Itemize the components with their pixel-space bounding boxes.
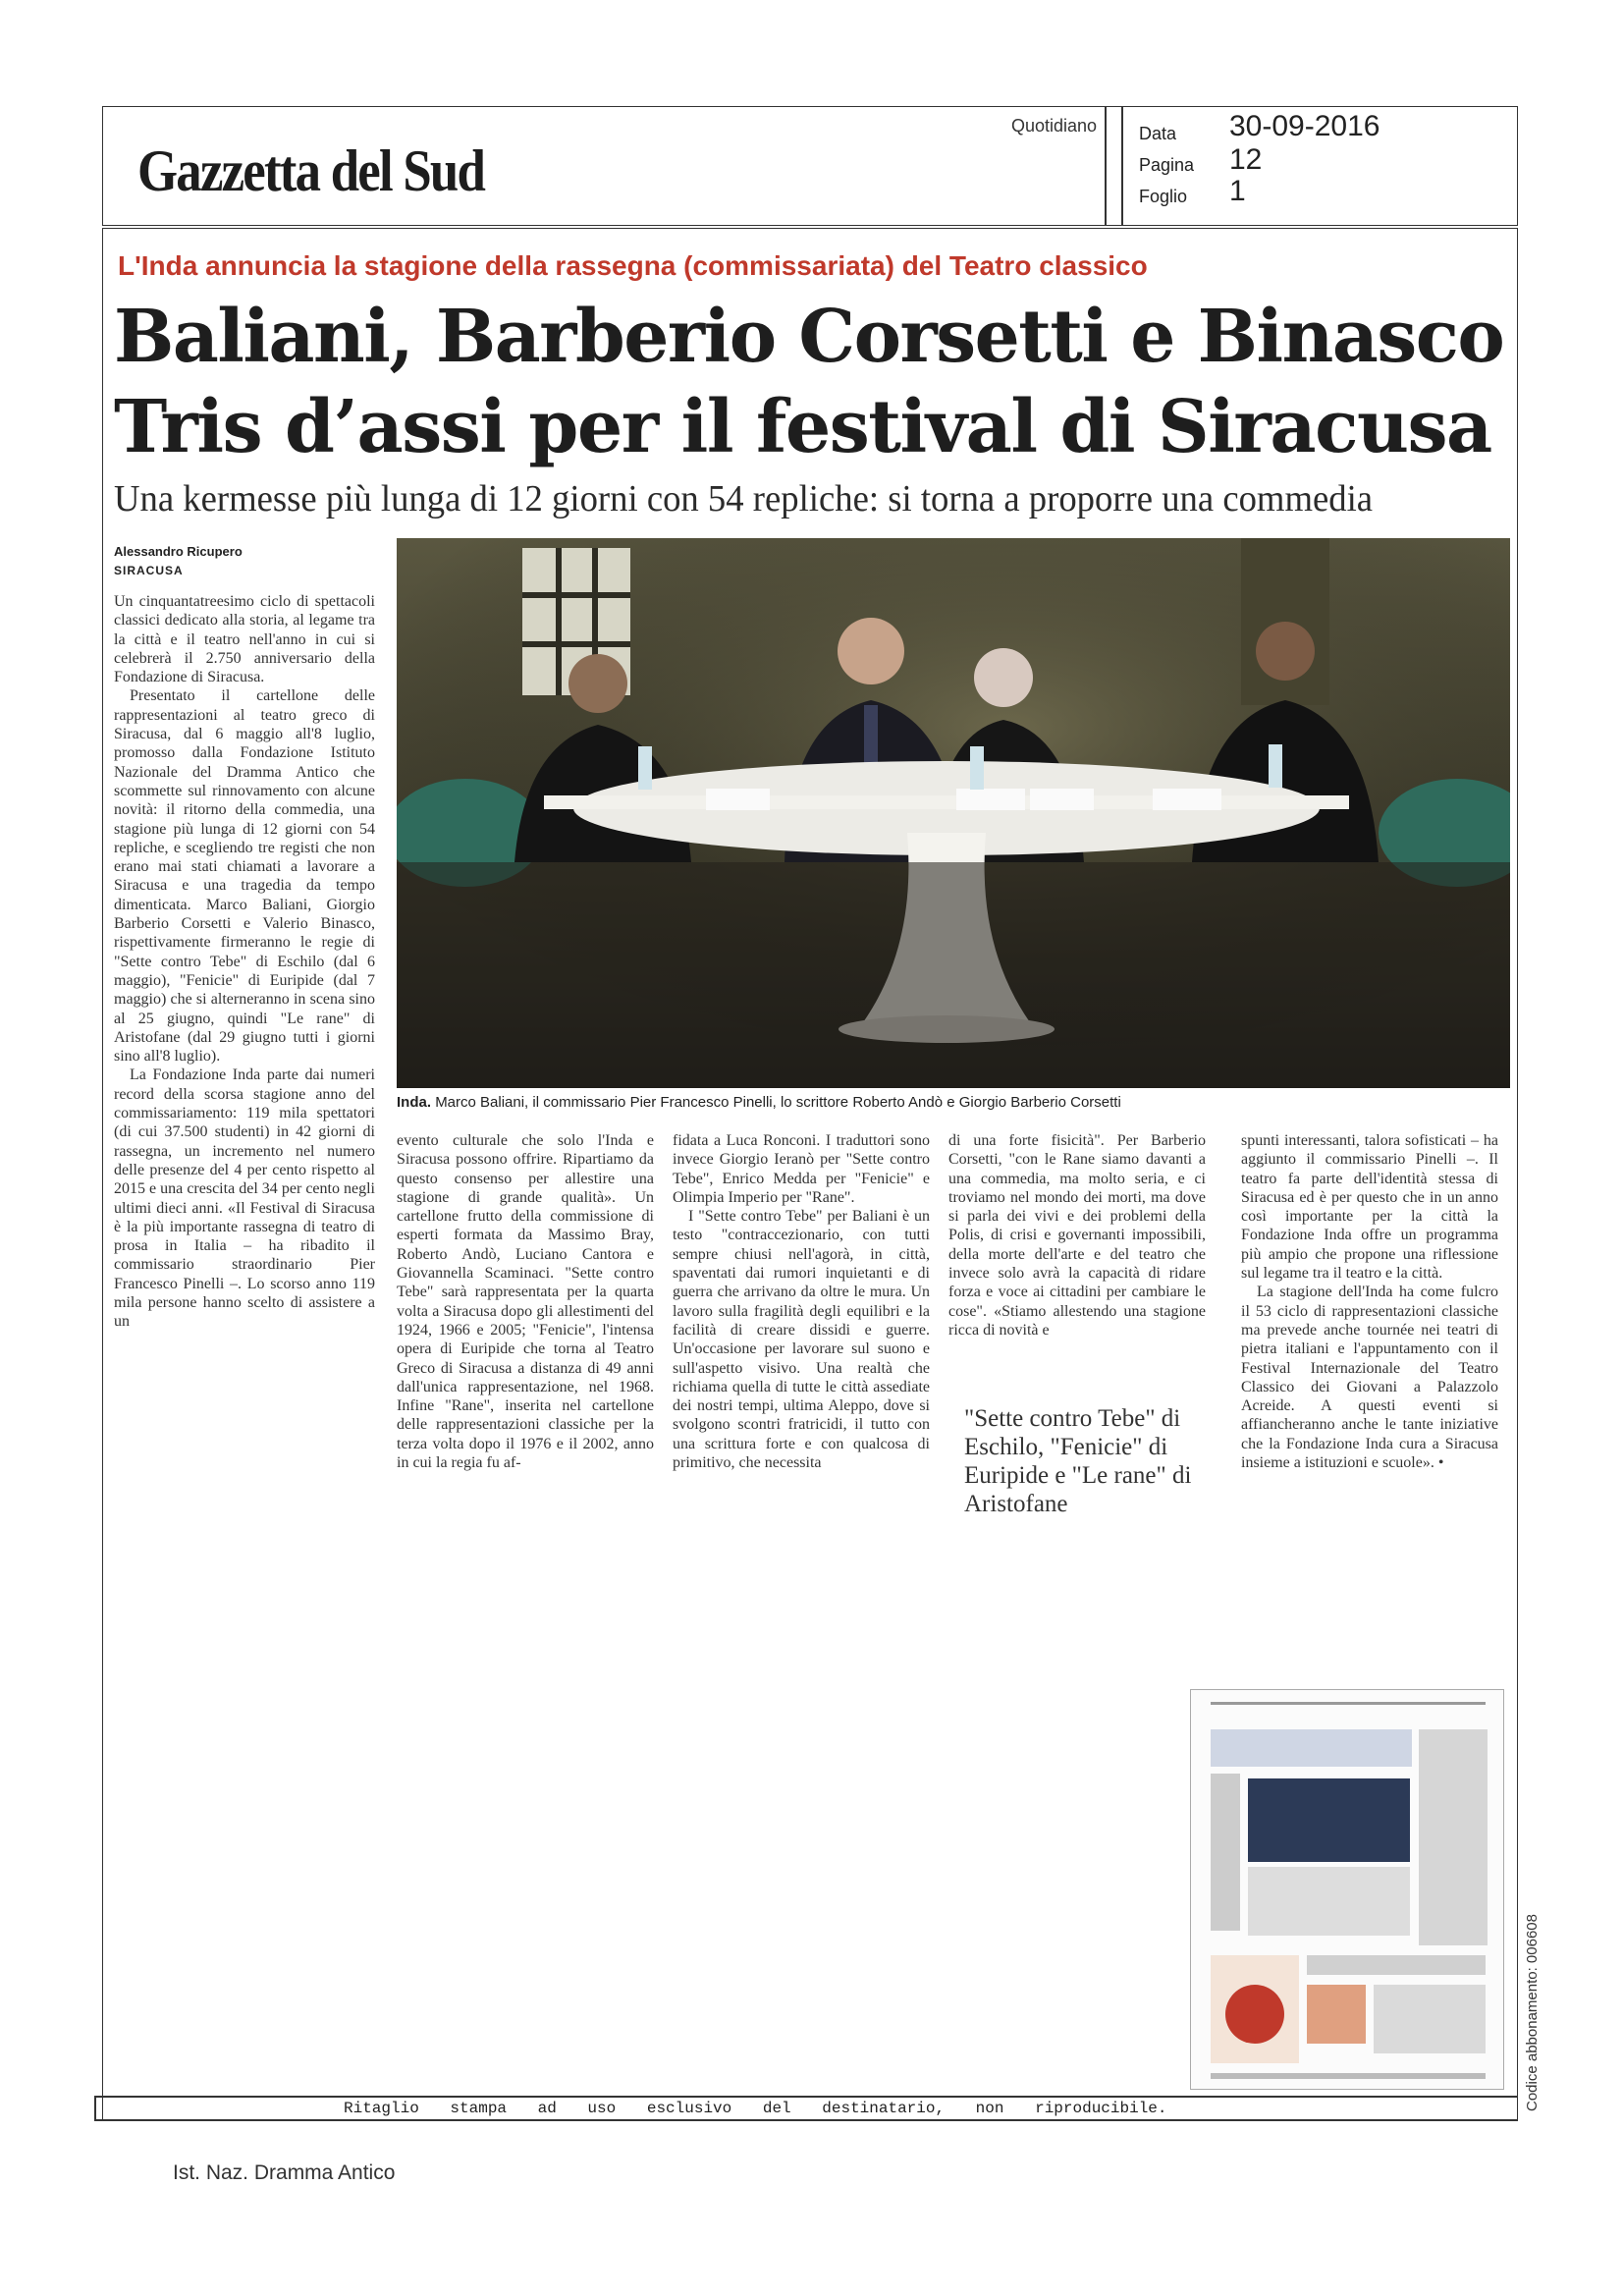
pagina-label: Pagina <box>1139 155 1195 175</box>
photo-caption <box>397 1094 1510 1111</box>
article-column-4 <box>948 1131 1206 1339</box>
press-conference-photo <box>397 538 1510 1088</box>
newspaper-title: Gazzetta del Sud <box>137 138 485 203</box>
codice-abbonamento: Codice abbonamento: 006608 <box>1524 1914 1541 2111</box>
source-label: Ist. Naz. Dramma Antico <box>173 2161 396 2184</box>
headline-line-2: Tris d’assi per il festival di Siracusa <box>114 385 1491 469</box>
foglio-value: 1 <box>1229 175 1246 207</box>
data-value: 30-09-2016 <box>1229 110 1380 142</box>
article-kicker: L'Inda annuncia la stagione della rassegna (commissariata) del Teatro classico <box>118 250 1148 281</box>
paragraph: Un cinquantatreesimo ciclo di spettacoli classici dedicato alla storia, al legame tra la città e il teatro nell'anno in cui si celebrerà il 2.750 anniversario della Fondazione di Siracusa. <box>114 593 375 686</box>
paragraph: I "Sette contro Tebe" per Baliani è un testo "contraccezionario, con tutti sempre chiusi nell'agorà, in città, spaventati dai rumori inquietanti e di guerra che arrivano da oltre le mura. Un lavoro sulla fragilità degli equilibri e la facilità di creare dissidi e guerre. Un'occasione per lavorare sul suono e sull'aspetto visivo. Una realtà che richiama quella di tutte le città assediate dei nostri tempi, ultima Aleppo, dove si svolgono scontri fratricidi, il tutto con una scrittura forte e con qualcosa di primitivo, che necessita <box>673 1208 930 1472</box>
article-column-3 <box>673 1131 930 1472</box>
paragraph: fidata a Luca Ronconi. I traduttori sono invece Giorgio Ieranò per "Sette contro Tebe", Enrico Medda per "Fenicie" e Olimpia Imperio per "Rane". <box>673 1132 930 1206</box>
pagina-value: 12 <box>1229 143 1263 176</box>
foglio-label: Foglio <box>1139 187 1188 206</box>
paragraph: spunti interessanti, talora sofisticati – ha aggiunto il commissario Pinelli –. Il teatro fa parte dell'identità stessa di Siracusa ed è per questo che in un anno così importante per la città la Fondazione Inda offre un programma più ampio che propone una riflessione sul legame tra il teatro e la città. <box>1241 1132 1498 1283</box>
caption-text: Marco Baliani, il commissario Pier Francesco Pinelli, lo scrittore Roberto Andò e Giorgio Barberio Corsetti <box>435 1094 1121 1111</box>
caption-lead: Inda. <box>397 1094 432 1111</box>
header-divider <box>1105 106 1107 226</box>
paragraph: La stagione dell'Inda ha come fulcro il 53 ciclo di rappresentazioni classiche ma prevede anche tournée nei teatri di pietra italiani e l'appuntamento con il Festival Internazionale del Teatro Classico dei Giovani a Palazzolo Acreide. A questi eventi si affiancheranno anche le tante iniziative che la Fondazione Inda cura a Siracusa insieme a istituzioni e scuole». • <box>1241 1284 1498 1472</box>
frame-rule <box>94 2096 96 2120</box>
author-byline: Alessandro Ricupero <box>114 544 243 559</box>
clipping-notice: Ritaglio stampa ad uso esclusivo del destinatario, non riproducibile. <box>344 2100 1167 2117</box>
data-label: Data <box>1139 124 1177 143</box>
frame-rule <box>94 2096 1518 2098</box>
paragraph: evento culturale che solo l'Inda e Siracusa possono offrire. Ripartiamo da questo consenso per allestire una stagione di grande qualità». Un cartellone frutto della commissione di esperti formata da Massimo Bray, Roberto Andò, Luciano Cantora e Giovannella Scaminaci. "Sette contro Tebe" sarà rappresentata per la quarta volta a Siracusa dopo gli allestimenti del 1924, 1966 e 2005; "Fenicie", l'intensa opera di Euripide che torna al Teatro Greco di Siracusa a distanza di 49 anni dall'unica rappresentazione, nel 1968. Infine "Rane", inserita nel cartellone delle rappresentazioni classiche per la terza volta dopo il 1976 e il 2002, anno in cui la regia fu af- <box>397 1132 654 1472</box>
headline-line-1: Baliani, Barberio Corsetti e Binasco <box>114 295 1504 379</box>
thumbnail-illustration <box>1191 1690 1503 2089</box>
header-divider <box>1121 106 1123 226</box>
article-column-5 <box>1241 1131 1498 1472</box>
photo-illustration <box>397 538 1510 1088</box>
frame-rule <box>94 2119 1518 2121</box>
paragraph: di una forte fisicità". Per Barberio Corsetti, "con le Rane siamo davanti a una commedia, ma molto seria, e ci troviamo nel mondo dei morti, ma dove si parla dei vivi e dei problemi della Polis, di crisi e governanti impossibili, della morte dell'arte e del teatro che invece solo avrà la capacità di ridare forza e voce ai cittadini per cambiare le cose". «Stiamo allestendo una stagione ricca di novità e <box>948 1132 1206 1339</box>
pull-quote: "Sette contro Tebe" di Eschilo, "Fenicie" di Euripide e "Le rane" di Aristofane <box>964 1405 1192 1517</box>
paragraph: Presentato il cartellone delle rappresentazioni al teatro greco di Siracusa, dal 6 maggio all'8 luglio, promosso dalla Fondazione Istituto Nazionale del Dramma Antico che scommette sul rinnovamento con alcune novità: il ritorno della commedia, una stagione più lunga di 12 giorni con 54 repliche, e scegliendo tre registi che non erano mai stati chiamati a lavorare a Siracusa e una tragedia da tempo dimenticata. Marco Baliani, Giorgio Barberio Corsetti e Valerio Binasco, rispettivamente firmeranno le regie di "Sette contro Tebe" di Eschilo (dal 6 maggio), "Fenicie" di Euripide (dal 7 maggio) che si alterneranno in scena sino al 25 giugno, quindi "Le rane" di Aristofane (dal 29 giugno tutti i giorni sino all'8 luglio). <box>114 687 375 1066</box>
dateline: SIRACUSA <box>114 564 184 577</box>
article-column-1 <box>114 592 375 1332</box>
publication-type: Quotidiano <box>1011 116 1098 136</box>
page-thumbnail <box>1190 1689 1504 2090</box>
article-column-2 <box>397 1131 654 1472</box>
article-subhead: Una kermesse più lunga di 12 giorni con 54 repliche: si torna a proporre una commedia <box>114 478 1374 519</box>
paragraph: La Fondazione Inda parte dai numeri record della scorsa stagione anno del commissariamento: 119 mila spettatori (di cui 37.500 studenti) in 42 giorni di rassegna, un incremento nel numero delle presenze del 4 per cento rispetto al 2015 e una crescita del 34 per cento negli ultimi dieci anni. «Il Festival di Siracusa è la più importante rassegna di teatro di prosa in Italia – ha ribadito il commissario straordinario Pier Francesco Pinelli –. Lo scorso anno 119 mila persone hanno scelto di assistere a un <box>114 1066 375 1331</box>
